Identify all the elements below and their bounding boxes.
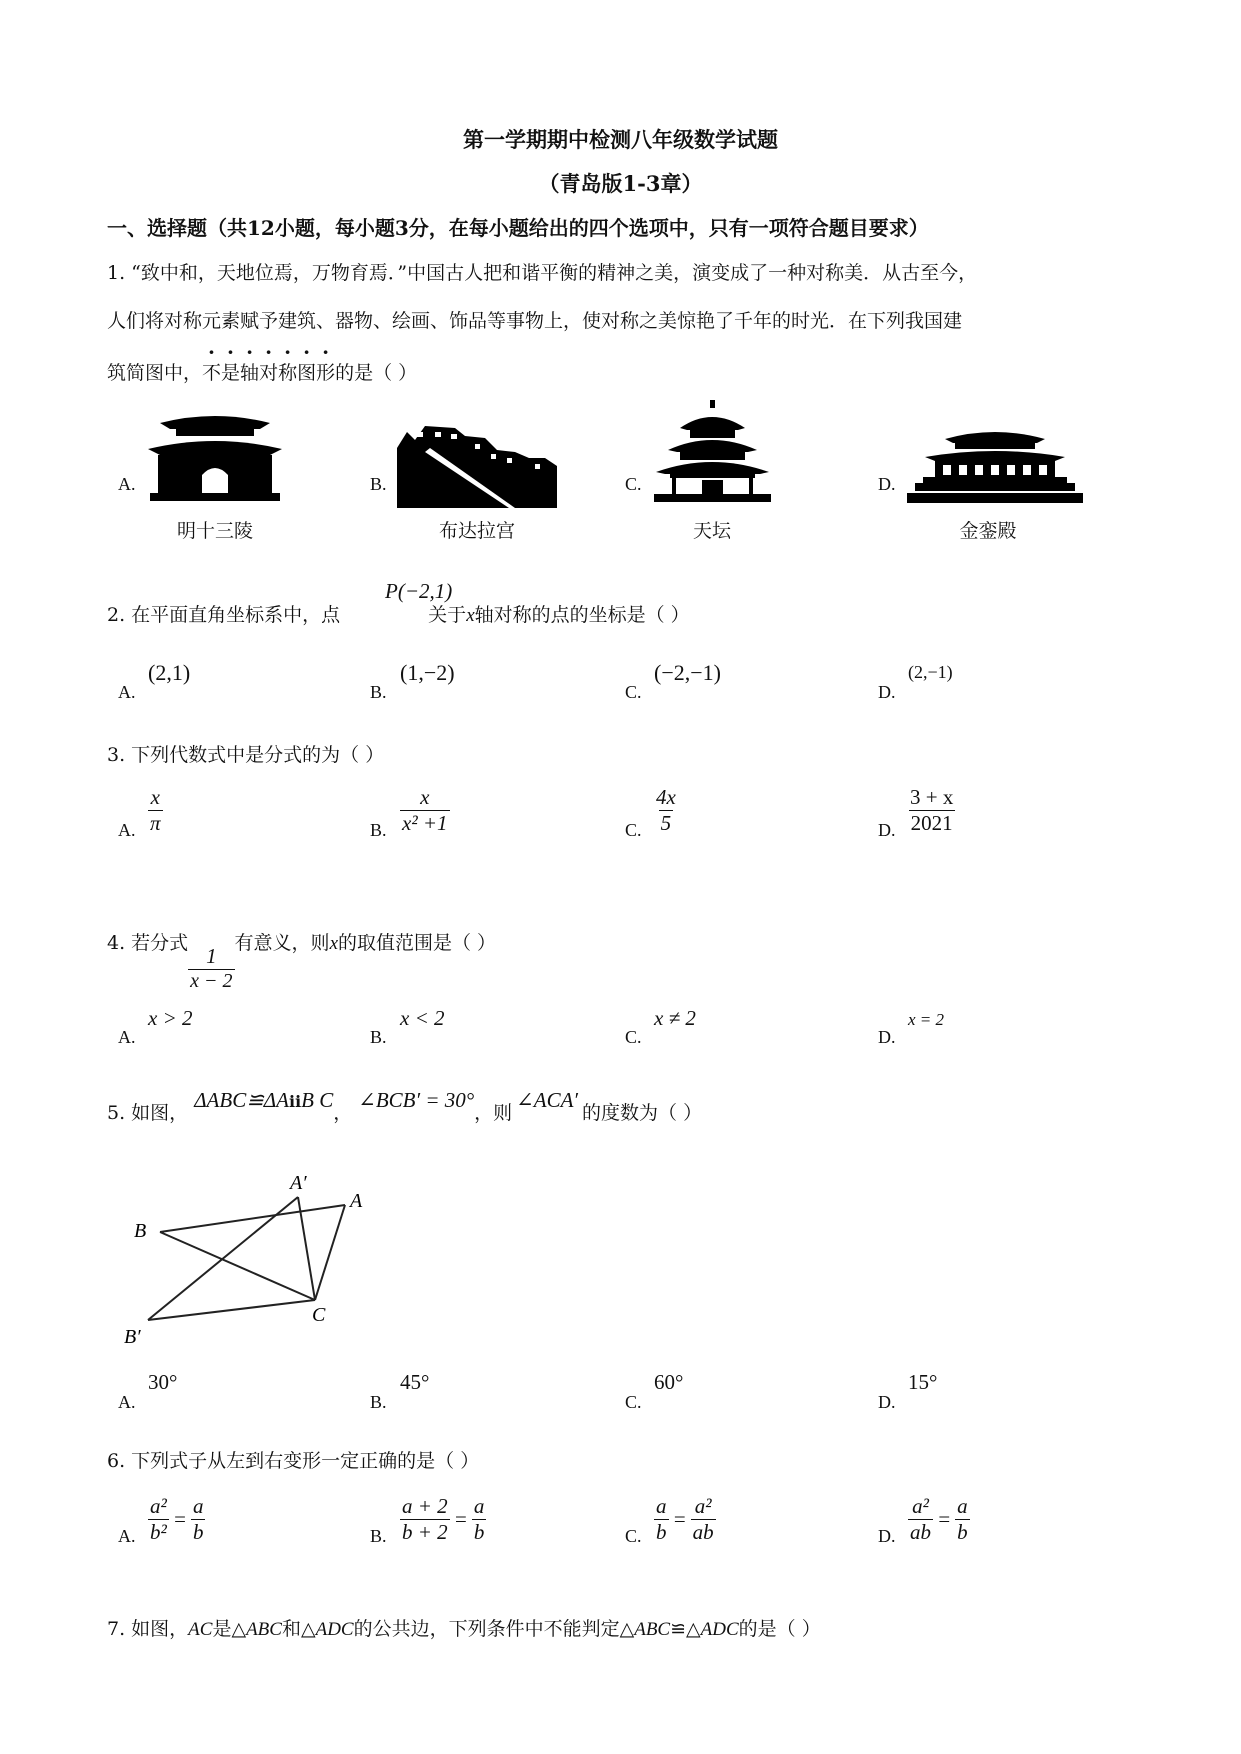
q6-option-c-letter[interactable]: C. <box>625 1526 642 1546</box>
q2-var: x <box>466 605 475 626</box>
q1-option-a-caption: 明十三陵 <box>176 520 253 542</box>
q5-option-a-letter[interactable]: A. <box>118 1392 136 1412</box>
golden-hall-icon <box>905 425 1085 507</box>
q4-option-b-letter[interactable]: B. <box>370 1027 387 1047</box>
q3-option-a-letter[interactable]: A. <box>118 820 136 840</box>
q4-option-d-value: x = 2 <box>908 1010 945 1029</box>
q2-pre: 2. 在平面直角坐标系中，点 <box>107 604 341 626</box>
q5-option-b-value: 45° <box>400 1370 430 1394</box>
q6-option-d-letter[interactable]: D. <box>878 1526 896 1546</box>
q5-option-a-value: 30° <box>148 1370 178 1394</box>
q5-label-c: C <box>312 1304 326 1326</box>
q2-option-c-value: (−2,−1) <box>654 660 721 685</box>
q3-option-d-fraction: $\frac{3 + x}{2021}$ <box>910 785 954 835</box>
q6-stem: 6. 下列式子从左到右变形一定正确的是（ ） <box>107 1450 480 1472</box>
q2-stem <box>107 600 690 627</box>
q3-option-a-fraction: $\frac{x}{\pi}$ <box>150 785 161 835</box>
q4-option-a-letter[interactable]: A. <box>118 1027 136 1047</box>
q3-option-b-letter[interactable]: B. <box>370 820 387 840</box>
q6-option-b-expr: $\frac{a + 2}{b + 2}$ = $\frac{a}{b}$ <box>402 1494 485 1544</box>
q1-option-d-caption: 金銮殿 <box>959 520 1017 542</box>
q5-figure <box>120 1165 380 1355</box>
q4-stem <box>107 928 496 993</box>
q1-line1: 1. “致中和，天地位焉，万物育焉．”中国古人把和谐平衡的精神之美，演变成了一种对称美．从古至今， <box>107 262 978 284</box>
q4-post: 的取值范围是（ ） <box>338 932 497 954</box>
q5-congruence: ΔABC≌ΔAⅱB C <box>194 1088 334 1112</box>
q4-mid: 有意义，则 <box>234 932 330 954</box>
q5-option-d-value: 15° <box>908 1370 938 1394</box>
q5-post: 的度数为（ ） <box>582 1102 703 1124</box>
q5-pre: 5. 如图， <box>107 1102 189 1124</box>
page-subtitle: （青岛版1-3章） <box>538 171 703 196</box>
temple-of-heaven-icon <box>650 400 775 505</box>
q2-option-c-letter[interactable]: C. <box>625 682 642 702</box>
q3-stem: 3. 下列代数式中是分式的为（ ） <box>107 744 385 766</box>
q7-stem: 7. 如图，AC是△ABC和△ADC的公共边，下列条件中不能判定△ABC≌△ADC的是（ ） <box>107 1618 821 1640</box>
q6-option-d-expr: $\frac{\text{a²}}{ab}$ = $\frac{a}{b}$ <box>910 1494 968 1544</box>
q4-option-c-value: x ≠ 2 <box>654 1006 696 1030</box>
q5-label-b-prime: B′ <box>124 1326 141 1348</box>
page-title: 第一学期期中检测八年级数学试题 <box>463 127 778 152</box>
q5-label-a: A <box>350 1190 363 1212</box>
q4-option-c-letter[interactable]: C. <box>625 1027 642 1047</box>
q1-line3-pre: 筑简图中， <box>107 362 203 384</box>
q5-option-c-letter[interactable]: C. <box>625 1392 642 1412</box>
q1-line3-post: 的是（ ） <box>335 362 418 384</box>
q5-label-b: B <box>134 1220 147 1242</box>
q5-given-angle: ∠BCB′ = 30° <box>358 1088 475 1112</box>
q1-option-b-letter[interactable]: B. <box>370 474 387 494</box>
q6-option-a-letter[interactable]: A. <box>118 1526 136 1546</box>
q2-option-b-value: (1,−2) <box>400 660 455 685</box>
q1-line2: 人们将对称元素赋予建筑、器物、绘画、饰品等事物上，使对称之美惊艳了千年的时光．在下列我国建 <box>107 310 963 332</box>
q2-point: P(−2,1) <box>385 579 453 603</box>
potala-palace-icon <box>395 418 560 510</box>
q6-option-a-expr: $\frac{\text{a²}}{\text{b²}}$ = $\frac{a}{b}$ <box>150 1494 204 1544</box>
q3-option-d-letter[interactable]: D. <box>878 820 896 840</box>
q1-option-b-caption: 布达拉宫 <box>438 520 515 542</box>
q4-fraction: $\frac{1}{x - 2}$ <box>190 944 233 992</box>
q5-label-a-prime: A′ <box>290 1172 307 1194</box>
q5-option-c-value: 60° <box>654 1370 684 1394</box>
q5-option-d-letter[interactable]: D. <box>878 1392 896 1412</box>
q5-asked-angle: ∠ACA′ <box>516 1088 579 1112</box>
q4-var: x <box>329 933 338 954</box>
q6-option-c-expr: $\frac{a}{b}$ = $\frac{\text{a²}}{ab}$ <box>656 1494 714 1544</box>
q3-option-b-fraction: $\frac{x}{\text{x² +1}}$ <box>402 785 448 835</box>
q2-option-a-letter[interactable]: A. <box>118 682 136 702</box>
q3-option-c-letter[interactable]: C. <box>625 820 642 840</box>
section-heading: 一、选择题（共12小题，每小题3分，在每小题给出的四个选项中，只有一项符合题目要求） <box>107 216 929 240</box>
q4-option-d-letter[interactable]: D. <box>878 1027 896 1047</box>
q4-pre: 4. 若分式 <box>107 932 189 954</box>
q5-stem: 5. 如图， ΔABC≌ΔAⅱB C，∠BCB′ = 30°，则∠ACA′的度数为（ ） <box>107 1088 703 1124</box>
q2-option-b-letter[interactable]: B. <box>370 682 387 702</box>
q2-post: 轴对称的点的坐标是（ ） <box>474 604 690 626</box>
q1-option-d-letter[interactable]: D. <box>878 474 896 494</box>
q3-option-c-fraction: $\frac{4x}{5}$ <box>656 785 676 835</box>
q4-option-a-value: x > 2 <box>148 1006 193 1030</box>
q4-option-b-value: x < 2 <box>400 1006 445 1030</box>
q2-option-a-value: (2,1) <box>148 660 191 685</box>
q5-option-b-letter[interactable]: B. <box>370 1392 387 1412</box>
q1-option-c-caption: 天坛 <box>692 520 731 542</box>
q1-line3 <box>107 358 417 385</box>
q2-option-d-value: (2,−1) <box>908 662 953 682</box>
q1-option-c-letter[interactable]: C. <box>625 474 642 494</box>
q1-emphasis: 不是轴对称图形 <box>202 362 336 384</box>
q2-option-d-letter[interactable]: D. <box>878 682 896 702</box>
q1-option-a-letter[interactable]: A. <box>118 474 136 494</box>
q6-option-b-letter[interactable]: B. <box>370 1526 387 1546</box>
q2-mid: 关于 <box>428 604 467 626</box>
ming-tombs-icon <box>140 405 290 505</box>
